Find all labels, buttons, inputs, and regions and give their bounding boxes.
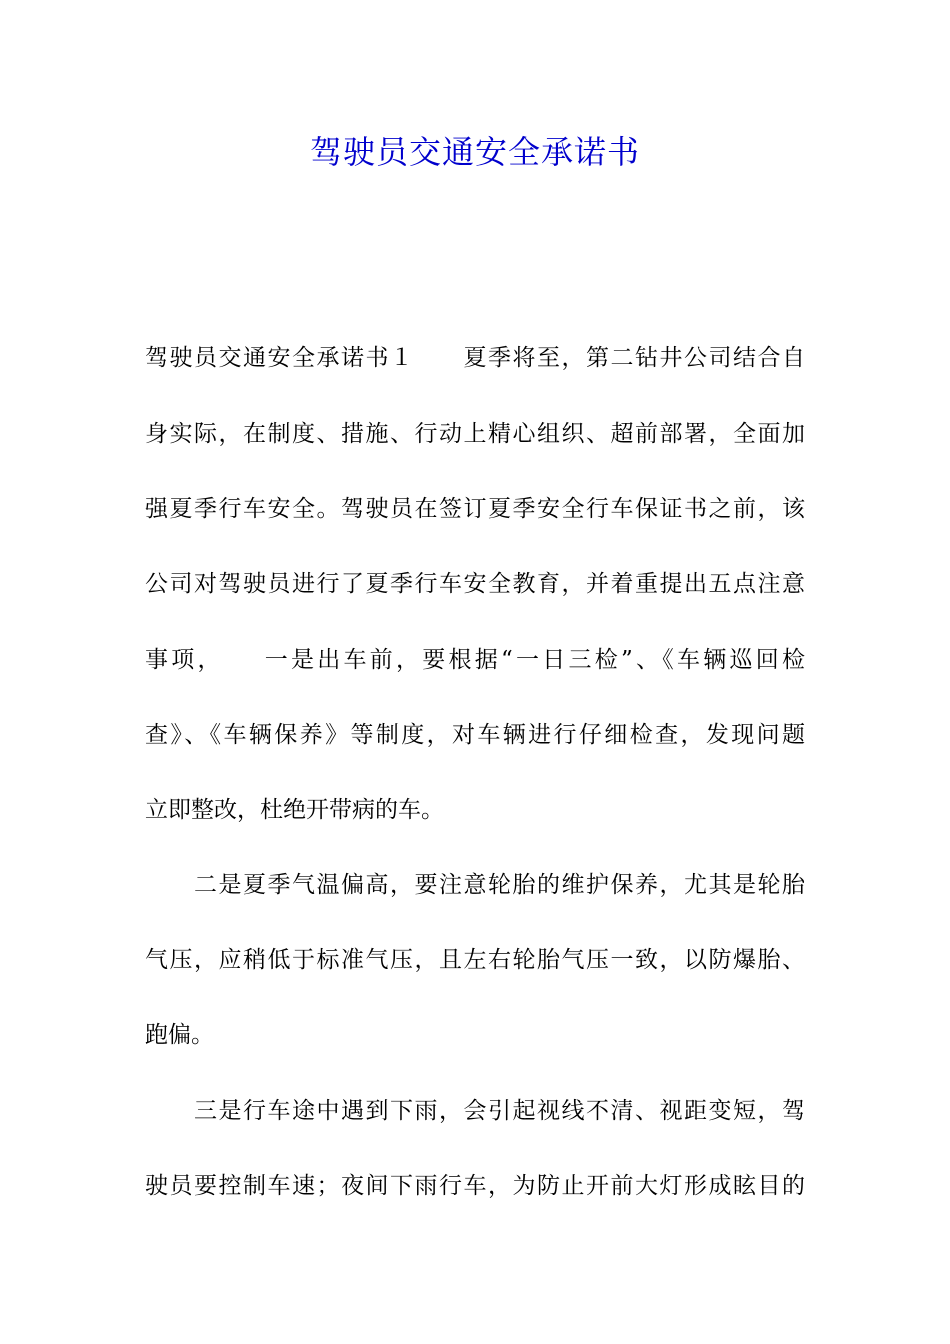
body-line-2: 身实际，在制度、措施、行动上精心组织、超前部署，全面加 bbox=[145, 421, 805, 447]
body-line-11: 三是行车途中遇到下雨，会引起视线不清、视距变短，驾 bbox=[145, 1098, 805, 1124]
body-line-12: 驶员要控制车速；夜间下雨行车，为防止开前大灯形成眩目的 bbox=[145, 1173, 805, 1199]
body-line-4: 公司对驾驶员进行了夏季行车安全教育，并着重提出五点注意 bbox=[145, 571, 805, 597]
body-line-7: 立即整改，杜绝开带病的车。 bbox=[145, 797, 444, 823]
body-line-6: 查》、《车辆保养》等制度，对车辆进行仔细检查，发现问题 bbox=[145, 722, 805, 748]
body-line-8: 二是夏季气温偏高，要注意轮胎的维护保养，尤其是轮胎 bbox=[145, 872, 805, 898]
document-title: 驾驶员交通安全承诺书 bbox=[309, 133, 640, 171]
body-line-3: 强夏季行车安全。驾驶员在签订夏季安全行车保证书之前，该 bbox=[145, 496, 805, 522]
body-line-1: 驾驶员交通安全承诺书１ 夏季将至，第二钻井公司结合自 bbox=[145, 345, 805, 371]
body-line-10: 跑偏。 bbox=[145, 1022, 214, 1048]
body-line-5: 事项， 一是出车前，要根据“一日三检”、《车辆巡回检 bbox=[145, 647, 805, 673]
body-line-9: 气压，应稍低于标准气压，且左右轮胎气压一致，以防爆胎、 bbox=[145, 947, 805, 973]
